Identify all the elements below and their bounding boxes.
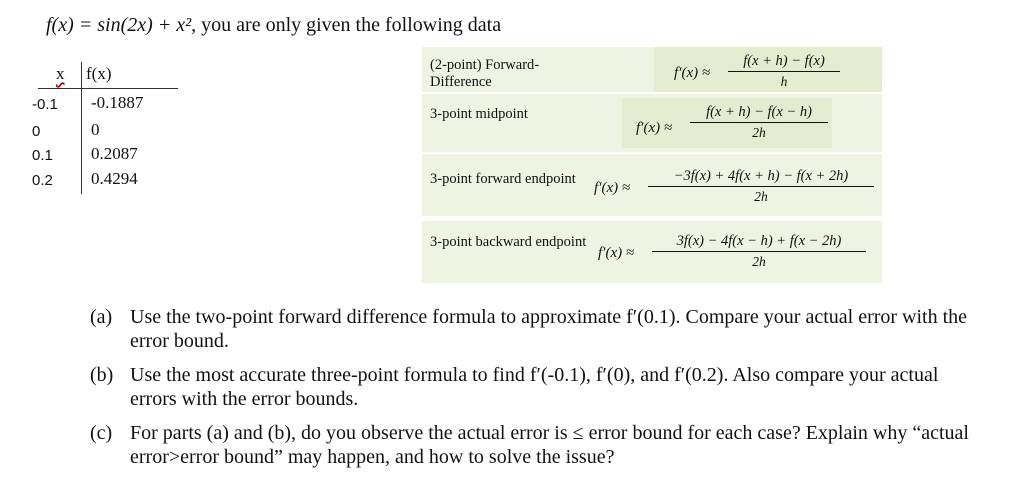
formula-numerator: f(x + h) − f(x − h): [690, 104, 828, 123]
table-cell-fx: 0.2087: [91, 144, 138, 163]
formula-denominator: h: [780, 74, 788, 89]
formula-fraction: [652, 233, 866, 270]
formula-numerator: f(x + h) − f(x): [728, 53, 840, 72]
question-c: [90, 421, 990, 471]
question-label: (b): [90, 364, 114, 386]
formula-name: 3-point forward endpoint: [430, 171, 576, 187]
column-header-fx: f(x): [86, 64, 112, 83]
formula-row-forward-difference: [422, 47, 882, 92]
formula-denominator: 2h: [752, 254, 766, 269]
question-label: (a): [90, 306, 113, 328]
table-divider-horizontal: [38, 88, 178, 89]
question-text: For parts (a) and (b), do you observe the actual error is ≤ error bound for each case? Explain why “actual error>error bound” may happen, and how to solve the issue?: [130, 422, 969, 468]
table-cell-fx: 0.4294: [91, 169, 138, 188]
formula-lhs: f′(x) ≈: [594, 180, 631, 196]
formula-fraction: [648, 168, 874, 205]
question-text: Use the two-point forward difference formula to approximate f′(0.1). Compare your actual error with the error bound.: [130, 306, 968, 352]
table-divider-vertical: [81, 62, 82, 194]
table-cell-x: -0.1: [32, 96, 58, 113]
formula-row-midpoint: [422, 94, 882, 152]
formula-lhs: f′(x) ≈: [674, 65, 711, 81]
header-text: you are only given the following data: [196, 14, 502, 36]
problem-header: [46, 14, 501, 37]
formula-name: 3-point backward endpoint: [430, 234, 587, 250]
formula-name: (2-point) Forward-Difference: [430, 57, 540, 90]
formula-name: 3-point midpoint: [430, 106, 528, 122]
question-a: [90, 305, 990, 355]
formula-fraction: [728, 53, 840, 90]
formula-numerator: 3f(x) − 4f(x − h) + f(x − 2h): [652, 233, 866, 252]
formula-lhs: f′(x) ≈: [636, 120, 673, 136]
formula-row-forward-endpoint: [422, 154, 882, 216]
table-cell-x: 0: [32, 123, 41, 140]
table-cell-fx: -0.1887: [91, 93, 144, 112]
formula-row-backward-endpoint: [422, 221, 882, 283]
formula-panel: [422, 47, 882, 283]
column-header-x: x: [56, 64, 65, 83]
formula-denominator: 2h: [754, 189, 768, 204]
question-label: (c): [90, 422, 113, 444]
formula-lhs: f′(x) ≈: [598, 245, 635, 261]
table-cell-x: 0.2: [32, 172, 53, 189]
question-b: [90, 363, 990, 413]
table-cell-fx: 0: [91, 120, 100, 139]
formula-fraction: [690, 104, 828, 141]
function-definition: f(x) = sin(2x) + x²,: [46, 14, 197, 36]
question-text: Use the most accurate three-point formula to find f′(-0.1), f′(0), and f′(0.2). Also compare your actual errors with the error bounds.: [130, 364, 939, 410]
formula-numerator: −3f(x) + 4f(x + h) − f(x + 2h): [648, 168, 874, 187]
table-cell-x: 0.1: [32, 147, 53, 164]
formula-denominator: 2h: [752, 125, 766, 140]
